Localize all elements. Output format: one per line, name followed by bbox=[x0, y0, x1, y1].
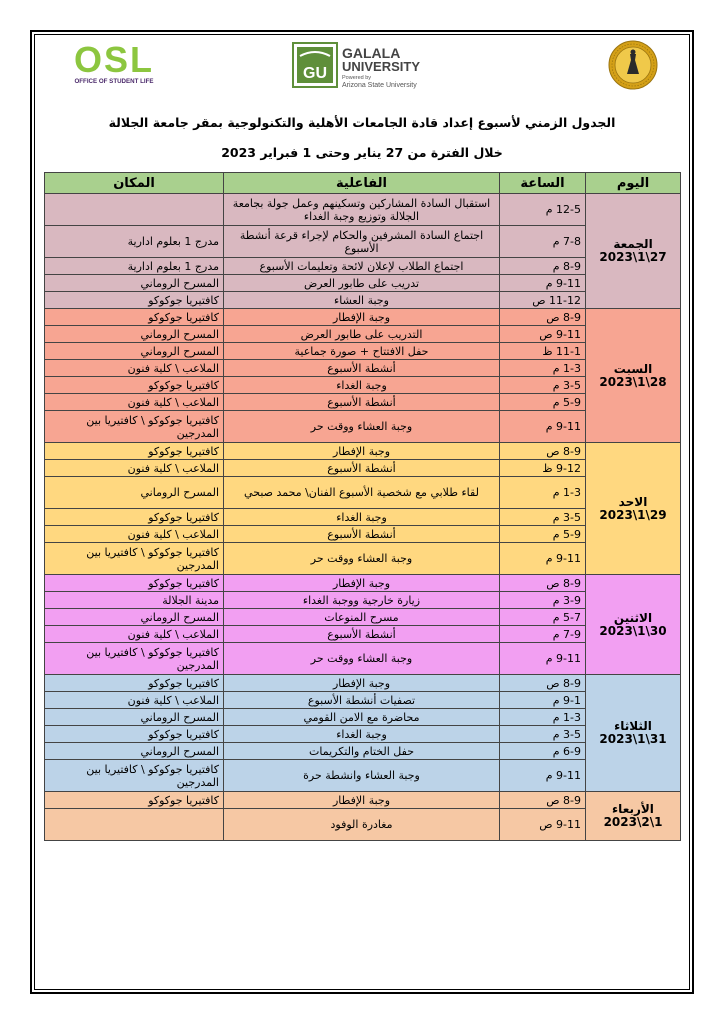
location-cell: المسرح الروماني bbox=[45, 609, 224, 626]
activity-cell: لقاء طلابي مع شخصية الأسبوع الفنان\ محمد صبحي bbox=[224, 477, 500, 509]
osl-logo-subtitle: OFFICE OF STUDENT LIFE bbox=[74, 78, 154, 85]
table-row bbox=[45, 477, 681, 509]
day-name: الجمعة bbox=[613, 237, 653, 251]
time-cell: 8-9 ص bbox=[500, 443, 586, 460]
header-time: الساعة bbox=[500, 173, 586, 194]
location-cell: كافتيريا جوكوكو bbox=[45, 726, 224, 743]
galala-logo-line2: UNIVERSITY bbox=[342, 59, 421, 74]
time-cell: 9-11 ص bbox=[500, 326, 586, 343]
time-cell: 5-7 م bbox=[500, 609, 586, 626]
svg-text:GU: GU bbox=[303, 65, 327, 82]
location-cell: المسرح الروماني bbox=[45, 343, 224, 360]
table-row bbox=[45, 792, 681, 809]
table-row bbox=[45, 592, 681, 609]
location-cell: الملاعب \ كلية فنون bbox=[45, 360, 224, 377]
day-date: 2023\1\31 bbox=[599, 732, 667, 746]
table-row bbox=[45, 194, 681, 226]
time-cell: 8-9 ص bbox=[500, 792, 586, 809]
galala-university-logo bbox=[292, 42, 442, 90]
activity-cell: أنشطة الأسبوع bbox=[224, 626, 500, 643]
time-cell: 3-5 م bbox=[500, 726, 586, 743]
table-row bbox=[45, 309, 681, 326]
day-name: السبت bbox=[613, 361, 653, 376]
activity-cell: وجبة العشاء ووقت حر bbox=[224, 643, 500, 675]
document-title: الجدول الزمني لأسبوع إعداد قادة الجامعات الأهلية والتكنولوجية بمقر جامعة الجلالة bbox=[108, 115, 616, 130]
time-cell: 9-12 ظ bbox=[500, 460, 586, 477]
location-cell: الملاعب \ كلية فنون bbox=[45, 460, 224, 477]
table-row bbox=[45, 460, 681, 477]
table-row bbox=[45, 226, 681, 258]
location-cell: الملاعب \ كلية فنون bbox=[45, 526, 224, 543]
location-cell: كافتيريا جوكوكو \ كافتيريا بين المدرجين bbox=[45, 543, 224, 575]
day-name: الأربعاء bbox=[612, 802, 654, 816]
activity-cell: تدريب على طابور العرض bbox=[224, 275, 500, 292]
activity-cell: أنشطة الأسبوع bbox=[224, 394, 500, 411]
location-cell: كافتيريا جوكوكو \ كافتيريا بين المدرجين bbox=[45, 411, 224, 443]
table-row bbox=[45, 360, 681, 377]
schedule-table bbox=[44, 172, 681, 841]
day-name: الاثنين bbox=[613, 610, 653, 625]
day-date: 2023\1\30 bbox=[599, 623, 667, 638]
activity-cell: حفل الافتتاح + صورة جماعية bbox=[224, 343, 500, 360]
header-day: اليوم bbox=[586, 173, 681, 194]
time-cell: 1-3 م bbox=[500, 709, 586, 726]
table-row bbox=[45, 326, 681, 343]
location-cell: كافتيريا جوكوكو bbox=[45, 792, 224, 809]
time-cell: 5-9 م bbox=[500, 394, 586, 411]
table-row bbox=[45, 743, 681, 760]
table-row bbox=[45, 394, 681, 411]
activity-cell: وجبة الغداء bbox=[224, 726, 500, 743]
time-cell: 1-3 م bbox=[500, 360, 586, 377]
day-date: 2023\1\28 bbox=[599, 374, 667, 389]
table-row bbox=[45, 258, 681, 275]
ministry-seal-icon bbox=[608, 40, 658, 90]
time-cell: 1-3 م bbox=[500, 477, 586, 509]
location-cell: مدرج 1 بعلوم ادارية bbox=[45, 258, 224, 275]
activity-cell: وجبة الإفطار bbox=[224, 792, 500, 809]
location-cell: كافتيريا جوكوكو bbox=[45, 575, 224, 592]
location-cell: المسرح الروماني bbox=[45, 477, 224, 509]
location-cell: كافتيريا جوكوكو bbox=[45, 377, 224, 394]
location-cell: الملاعب \ كلية فنون bbox=[45, 626, 224, 643]
location-cell: المسرح الروماني bbox=[45, 326, 224, 343]
time-cell: 8-9 ص bbox=[500, 309, 586, 326]
location-cell: كافتيريا جوكوكو bbox=[45, 675, 224, 692]
time-cell: 9-11 م bbox=[500, 760, 586, 792]
document-subtitle: خلال الفترة من 27 يناير وحتى 1 فبراير 2023 bbox=[221, 145, 503, 160]
location-cell: كافتيريا جوكوكو bbox=[45, 309, 224, 326]
activity-cell: اجتماع السادة المشرفين والحكام لإجراء قرعة أنشطة الأسبوع bbox=[224, 226, 500, 258]
table-row bbox=[45, 760, 681, 792]
activity-cell: مسرح المنوعات bbox=[224, 609, 500, 626]
day-name: الاحد bbox=[618, 494, 648, 509]
table-row bbox=[45, 692, 681, 709]
galala-logo-line1: GALALA bbox=[342, 45, 401, 61]
day-date: 2023\1\29 bbox=[599, 507, 667, 522]
table-row bbox=[45, 275, 681, 292]
location-cell: كافتيريا جوكوكو \ كافتيريا بين المدرجين bbox=[45, 760, 224, 792]
activity-cell: وجبة الغداء bbox=[224, 509, 500, 526]
time-cell: 6-9 م bbox=[500, 743, 586, 760]
time-cell: 11-1 ظ bbox=[500, 343, 586, 360]
activity-cell: وجبة الإفطار bbox=[224, 675, 500, 692]
time-cell: 11-12 ص bbox=[500, 292, 586, 309]
location-cell: كافتيريا جوكوكو bbox=[45, 443, 224, 460]
table-row bbox=[45, 609, 681, 626]
table-row bbox=[45, 543, 681, 575]
activity-cell: وجبة العشاء وانشطة حرة bbox=[224, 760, 500, 792]
time-cell: 9-11 م bbox=[500, 643, 586, 675]
table-row bbox=[45, 443, 681, 460]
day-name: الثلاثاء bbox=[614, 719, 652, 733]
table-row bbox=[45, 643, 681, 675]
osl-logo bbox=[64, 40, 164, 85]
day-cell bbox=[586, 675, 681, 792]
activity-cell: وجبة الإفطار bbox=[224, 443, 500, 460]
time-cell: 3-5 م bbox=[500, 377, 586, 394]
activity-cell: أنشطة الأسبوع bbox=[224, 526, 500, 543]
time-cell: 12-5 م bbox=[500, 194, 586, 226]
location-cell bbox=[45, 809, 224, 841]
time-cell: 9-11 ص bbox=[500, 809, 586, 841]
schedule-body bbox=[45, 194, 681, 841]
location-cell: المسرح الروماني bbox=[45, 743, 224, 760]
table-row bbox=[45, 726, 681, 743]
day-cell bbox=[586, 575, 681, 675]
table-row bbox=[45, 575, 681, 592]
table-row bbox=[45, 809, 681, 841]
table-row bbox=[45, 343, 681, 360]
day-cell bbox=[586, 309, 681, 443]
day-cell bbox=[586, 443, 681, 575]
location-cell: المسرح الروماني bbox=[45, 709, 224, 726]
location-cell: المسرح الروماني bbox=[45, 275, 224, 292]
table-row bbox=[45, 509, 681, 526]
day-cell bbox=[586, 194, 681, 309]
activity-cell: وجبة الإفطار bbox=[224, 575, 500, 592]
activity-cell: حفل الختام والتكريمات bbox=[224, 743, 500, 760]
location-cell: مدرج 1 بعلوم ادارية bbox=[45, 226, 224, 258]
activity-cell: مغادرة الوفود bbox=[224, 809, 500, 841]
activity-cell: أنشطة الأسبوع bbox=[224, 360, 500, 377]
galala-logo-asu: Arizona State University bbox=[342, 82, 417, 89]
activity-cell: وجبة العشاء bbox=[224, 292, 500, 309]
table-row bbox=[45, 292, 681, 309]
time-cell: 9-1 م bbox=[500, 692, 586, 709]
location-cell: مدينة الجلالة bbox=[45, 592, 224, 609]
activity-cell: محاضرة مع الامن القومي bbox=[224, 709, 500, 726]
day-date: 2023\1\27 bbox=[599, 250, 667, 264]
activity-cell: تصفيات أنشطة الأسبوع bbox=[224, 692, 500, 709]
time-cell: 7-9 م bbox=[500, 626, 586, 643]
day-date: 2023\2\1 bbox=[603, 815, 663, 829]
location-cell: كافتيريا جوكوكو \ كافتيريا بين المدرجين bbox=[45, 643, 224, 675]
table-row bbox=[45, 675, 681, 692]
location-cell: الملاعب \ كلية فنون bbox=[45, 394, 224, 411]
activity-cell: وجبة العشاء ووقت حر bbox=[224, 411, 500, 443]
activity-cell: وجبة الإفطار bbox=[224, 309, 500, 326]
time-cell: 9-11 م bbox=[500, 543, 586, 575]
galala-logo-powered: Powered by bbox=[342, 75, 372, 81]
table-row bbox=[45, 526, 681, 543]
activity-cell: وجبة العشاء ووقت حر bbox=[224, 543, 500, 575]
activity-cell: اجتماع الطلاب لإعلان لائحة وتعليمات الأسبوع bbox=[224, 258, 500, 275]
time-cell: 9-11 م bbox=[500, 411, 586, 443]
osl-logo-text: OSL bbox=[73, 40, 155, 80]
activity-cell: استقبال السادة المشاركين وتسكينهم وعمل جولة بجامعة الجلالة وتوزيع وجبة الغداء bbox=[224, 194, 500, 226]
time-cell: 8-9 م bbox=[500, 258, 586, 275]
header-activity: الفاعلية bbox=[224, 173, 500, 194]
location-cell: كافتيريا جوكوكو bbox=[45, 292, 224, 309]
location-cell: كافتيريا جوكوكو bbox=[45, 509, 224, 526]
day-cell bbox=[586, 792, 681, 841]
location-cell bbox=[45, 194, 224, 226]
activity-cell: زيارة خارجية ووجبة الغداء bbox=[224, 592, 500, 609]
time-cell: 9-11 م bbox=[500, 275, 586, 292]
time-cell: 3-5 م bbox=[500, 509, 586, 526]
table-row bbox=[45, 709, 681, 726]
time-cell: 3-9 م bbox=[500, 592, 586, 609]
table-header-row bbox=[45, 173, 681, 194]
table-row bbox=[45, 411, 681, 443]
table-row bbox=[45, 626, 681, 643]
time-cell: 7-8 م bbox=[500, 226, 586, 258]
table-row bbox=[45, 377, 681, 394]
time-cell: 5-9 م bbox=[500, 526, 586, 543]
time-cell: 8-9 ص bbox=[500, 675, 586, 692]
time-cell: 8-9 ص bbox=[500, 575, 586, 592]
activity-cell: وجبة الغداء bbox=[224, 377, 500, 394]
activity-cell: التدريب على طابور العرض bbox=[224, 326, 500, 343]
location-cell: الملاعب \ كلية فنون bbox=[45, 692, 224, 709]
activity-cell: أنشطة الأسبوع bbox=[224, 460, 500, 477]
header-location: المكان bbox=[45, 173, 224, 194]
